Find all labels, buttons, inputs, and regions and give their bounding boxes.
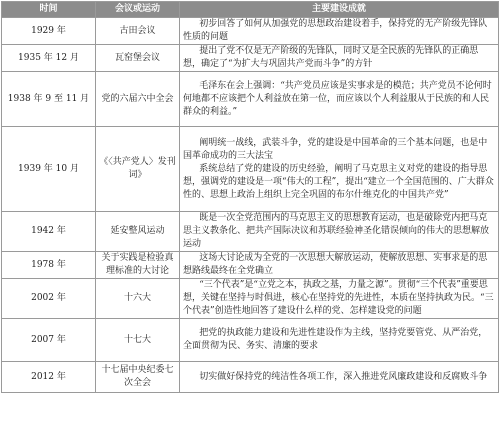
cell-time: 2012 年 (2, 362, 96, 393)
cell-main-achievement (180, 212, 499, 252)
cell-meeting: 十六大 (96, 279, 180, 319)
cell-meeting: 十七大 (96, 319, 180, 362)
table-header-row (2, 2, 499, 18)
achievement-paragraph: 这场大讨论成为全党的一次思想大解放运动，使解放思想、实事求是的思想路线最终在全党确立 (183, 253, 488, 276)
cell-meeting: 古田会议 (96, 18, 180, 45)
cell-main-achievement (180, 279, 499, 319)
table-row (2, 252, 499, 279)
cell-time: 1942 年 (2, 212, 96, 252)
cell-main-achievement (180, 72, 499, 127)
party-building-table (1, 1, 499, 393)
cell-time: 2007 年 (2, 319, 96, 362)
cell-meeting: 延安整风运动 (96, 212, 180, 252)
cell-main-achievement (180, 45, 499, 72)
table-row (2, 279, 499, 319)
cell-time: 1939 年 10 月 (2, 127, 96, 212)
achievement-paragraph: 毛泽东在会上强调：“共产党员应该是实事求是的模范；共产党员不论何时何地都不应该把个人利益放在第一位，而应该以个人利益服从于民族的和人民群众的利益。” (183, 80, 492, 117)
table-row (2, 362, 499, 393)
achievement-paragraph: 阐明统一战线，武装斗争，党的建设是中国革命的三个基本问题，也是中国革命成功的三大法宝 (183, 137, 488, 161)
table-row (2, 45, 499, 72)
cell-main-achievement (180, 362, 499, 393)
cell-meeting: 党的六届六中全会 (96, 72, 180, 127)
header-time: 时间 (2, 2, 96, 18)
cell-main-achievement (180, 18, 499, 45)
cell-meeting: 《〈共产党人〉发刊词》 (96, 127, 180, 212)
cell-time: 1978 年 (2, 252, 96, 279)
cell-time: 1935 年 12 月 (2, 45, 96, 72)
header-meeting: 会议或运动 (96, 2, 180, 18)
cell-main-achievement (180, 319, 499, 362)
cell-time: 1938 年 9 至 11 月 (2, 72, 96, 127)
cell-meeting: 十七届中央纪委七次全会 (96, 362, 180, 393)
table-row (2, 72, 499, 127)
achievement-paragraph: 把党的执政能力建设和先进性建设作为主线，坚持党要管党、从严治党，全面贯彻为民、务实、清廉的要求 (183, 328, 488, 351)
table-row (2, 212, 499, 252)
cell-main-achievement (180, 127, 499, 212)
table-row (2, 18, 499, 45)
table-row (2, 319, 499, 362)
header-main: 主要建设成就 (180, 2, 499, 18)
achievement-paragraph: 提出了党不仅是无产阶级的先锋队，同时又是全民族的先锋队的正确思想，确定了“为扩大与巩固共产党而斗争”的方针 (183, 46, 479, 69)
cell-main-achievement (180, 252, 499, 279)
achievement-paragraph: “三个代表”是“立党之本，执政之基，力量之源”。贯彻“三个代表”重要思想，关键在坚持与时俱进，核心在坚持党的先进性，本质在坚持执政为民。“三个代表”创造性地回答了建设什么样的党、怎样建设党的问题 (183, 280, 494, 316)
table-row (2, 127, 499, 212)
cell-meeting: 关于实践是检验真理标准的大讨论 (96, 252, 180, 279)
cell-meeting: 瓦窑堡会议 (96, 45, 180, 72)
achievement-paragraph: 既是一次全党范围内的马克思主义的思想教育运动，也是破除党内把马克思主义教条化、把共产国际决议和苏联经验神圣化错误倾向的伟大的思想解放运动 (183, 213, 490, 249)
achievement-paragraph: 初步回答了如何从加强党的思想政治建设着手，保持党的无产阶级先锋队性质的问题 (183, 19, 488, 42)
cell-time: 1929 年 (2, 18, 96, 45)
cell-time: 2002 年 (2, 279, 96, 319)
achievement-paragraph: 系统总结了党的建设的历史经验，阐明了马克思主义对党的建设的指导思想，强调党的建设是一项“伟大的工程”，提出“建立一个全国范围的、广大群众性的、思想上政治上组织上完全巩固的布尔什维克化的中国共产党” (183, 163, 494, 200)
achievement-paragraph: 切实做好保持党的纯洁性各项工作，深入推进党风廉政建设和反腐败斗争 (199, 371, 488, 382)
